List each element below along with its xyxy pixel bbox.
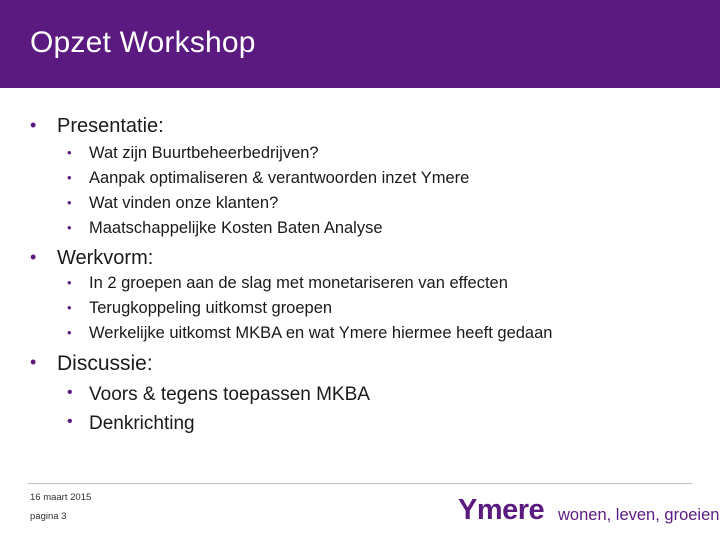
section-werkvorm — [30, 247, 154, 270]
bullet-icon: • — [30, 247, 37, 267]
footer-page-number: pagina 3 — [30, 511, 67, 522]
list-item-text: Terugkoppeling uitkomst groepen — [89, 299, 333, 317]
list-item-text: Denkrichting — [89, 413, 195, 434]
list-item-text: In 2 groepen aan de slag met monetariseren van effecten — [89, 274, 508, 292]
logo-tagline: wonen, leven, groeien — [558, 506, 720, 524]
bullet-icon: • — [67, 413, 73, 430]
section-discussie — [30, 352, 153, 376]
list-item — [67, 144, 319, 163]
list-item — [67, 274, 508, 293]
list-item-text: Wat vinden onze klanten? — [89, 194, 279, 212]
list-item — [67, 219, 383, 238]
list-item-text: Wat zijn Buurtbeheerbedrijven? — [89, 144, 319, 162]
title-bar — [0, 0, 720, 88]
bullet-icon: • — [67, 275, 72, 290]
footer-divider — [28, 483, 692, 484]
list-item — [67, 384, 370, 406]
bullet-icon: • — [30, 115, 37, 135]
list-item — [67, 169, 470, 188]
list-item-text: Voors & tegens toepassen MKBA — [89, 384, 370, 405]
section-presentatie — [30, 115, 164, 138]
bullet-icon: • — [67, 170, 72, 185]
slide-title: Opzet Workshop — [30, 26, 256, 59]
list-item-text: Maatschappelijke Kosten Baten Analyse — [89, 219, 383, 237]
section-label: Discussie: — [57, 352, 153, 375]
footer-date: 16 maart 2015 — [30, 492, 92, 503]
section-label: Presentatie: — [57, 115, 164, 137]
bullet-icon: • — [67, 195, 72, 210]
bullet-icon: • — [67, 325, 72, 340]
list-item — [67, 413, 195, 435]
list-item — [67, 324, 553, 343]
ymere-logo: Ymere — [458, 494, 545, 526]
list-item-text: Aanpak optimaliseren & verantwoorden inzet Ymere — [89, 169, 470, 187]
list-item — [67, 194, 279, 213]
bullet-icon: • — [67, 145, 72, 160]
list-item-text: Werkelijke uitkomst MKBA en wat Ymere hiermee heeft gedaan — [89, 324, 553, 342]
bullet-icon: • — [67, 300, 72, 315]
bullet-icon: • — [67, 220, 72, 235]
bullet-icon: • — [30, 352, 37, 372]
section-label: Werkvorm: — [57, 247, 154, 269]
bullet-icon: • — [67, 384, 73, 401]
list-item — [67, 299, 333, 318]
